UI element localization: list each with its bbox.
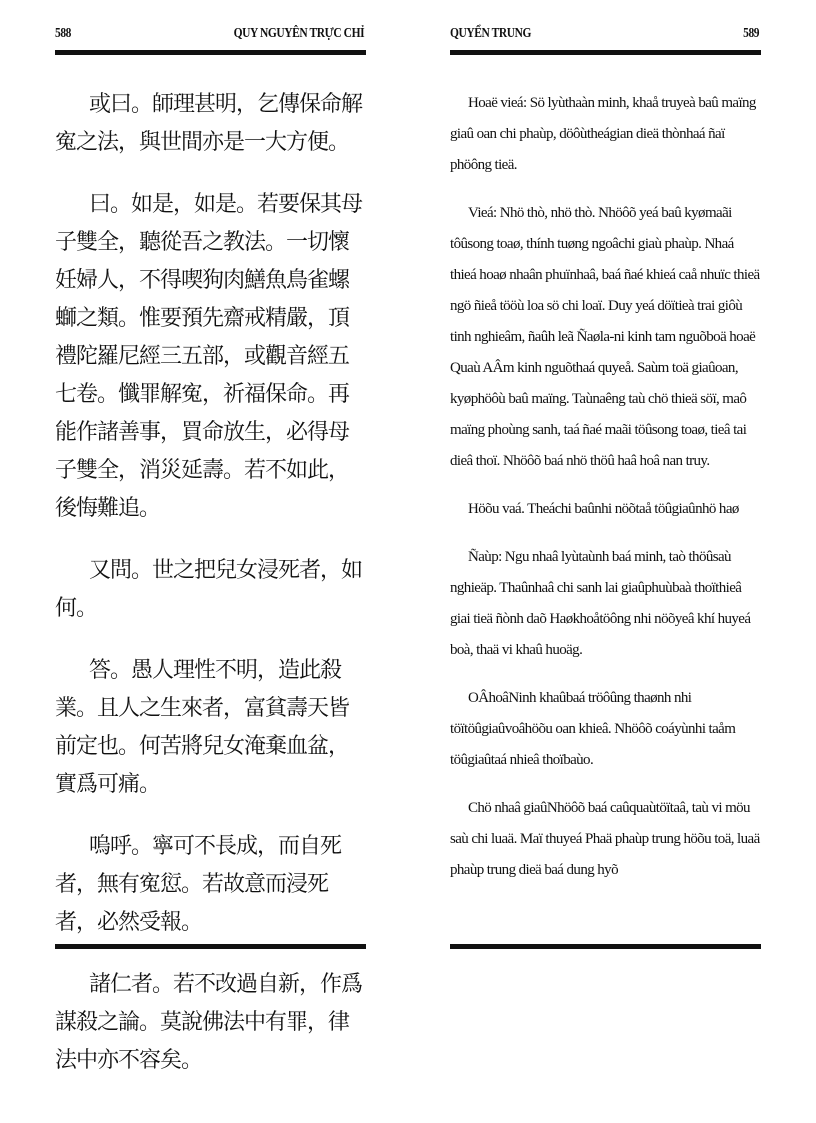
left-paragraph: 諸仁者。若不改過自新，作爲謀殺之論。莫說佛法中有罪，律法中亦不容矣。 — [55, 972, 363, 1073]
right-paragraph: Chö nhaâ giaûNhöôõ baá caûquaùtöïtaâ, taù vi möu saù chi luaä. Maï thuyeá Phaä phaùp trung höõu toä, luaä phaùp trung dieä baá dung hyõ — [450, 800, 760, 878]
left-paragraph: 又問。世之把兒女浸死者，如何。 — [55, 558, 363, 621]
left-running-title: QUY NGUYÊN TRỰC CHỈ — [233, 26, 365, 41]
right-paragraph: Vieá: Nhö thò, nhö thò. Nhöôõ yeá baû kyømaãi tôûsong toaø, thính tuøng ngoâchi giaù phaùp. Nhaá thieá hoaø nhaân phuïnhaâ, baá ñaé khieá caå nhuïc thieä ngö ñieå tööù loa sö chi loaï. Duy yeá döïtieà trai giôù tinh nghieâm, ñaûh leã Ñaøla-ni kinh tam nguõboä hoaë Quaù AÂm kinh nguõthaá quyeå. Saùm toä giaûoan, kyøphöôù baû maïng. Taùnaêng taù chö thieä söï, maô maïng phoùng sanh, taá ñaé maãi töûsong toaø, tieâ tai dieâ thoï. Nhöôõ baá nhö thöû haâ hoâ nan truy. — [450, 205, 760, 469]
right-page-number: 589 — [743, 26, 760, 41]
left-page-header — [55, 26, 365, 46]
left-page-body — [55, 86, 366, 1104]
left-paragraph: 或曰。師理甚明，乞傳保命解寃之法，與世間亦是一大方便。 — [55, 92, 363, 155]
right-paragraph: Ñaùp: Ngu nhaâ lyùtaùnh baá minh, taò thöûsaù nghieäp. Thaûnhaâ chi sanh lai giaûphuùbaà thoïthieâ giai tieä ñònh daõ Haøkhoåtöông nhi nöõyeâ khí huyeá boà, thaä vi khaû huoäg. — [450, 549, 751, 658]
left-paragraph: 答。愚人理性不明，造此殺業。且人之生來者，富貧壽天皆前定也。何苦將兒女淹棄血盆，實爲可痛。 — [55, 658, 350, 797]
right-running-title: QUYỂN TRUNG — [450, 26, 532, 41]
left-paragraph: 嗚呼。寧可不長成，而自死者，無有寃愆。若故意而浸死者，必然受報。 — [55, 834, 342, 935]
right-footer-rule — [450, 944, 761, 949]
right-paragraph: OÂhoâNinh khaûbaá tröôûng thaønh nhi töïtöûgiaûvoâhöõu oan khieâ. Nhöôõ coáyùnhi taåm töûgiaûtaá nhieâ thoïbaùo. — [450, 690, 736, 768]
right-page-header — [450, 26, 760, 46]
right-paragraph: Hoaë vieá: Sö lyùthaàn minh, khaå truyeà baû maïng giaû oan chi phaùp, döôùtheágian dieä thònhaá ñaï phöông tieä. — [450, 95, 756, 173]
left-header-rule — [55, 50, 366, 55]
left-paragraph: 曰。如是，如是。若要保其母子雙全，聽從吾之教法。一切懷妊婦人，不得喫狗肉鱔魚鳥雀螺螄之類。惟要預先齋戒精嚴，頂禮陀羅尼經三五部，或觀音經五七卷。懺罪解寃，祈福保命。再能作諸善事，買命放生，必得母子雙全，消災延壽。若不如此，後悔難追。 — [55, 192, 363, 521]
right-paragraph: Höõu vaá. Theáchi baûnhi nöõtaå töûgiaûnhö haø — [468, 501, 739, 517]
left-footer-rule — [55, 944, 366, 949]
left-page-number: 588 — [55, 26, 71, 41]
right-page-body — [450, 88, 761, 903]
right-header-rule — [450, 50, 761, 55]
